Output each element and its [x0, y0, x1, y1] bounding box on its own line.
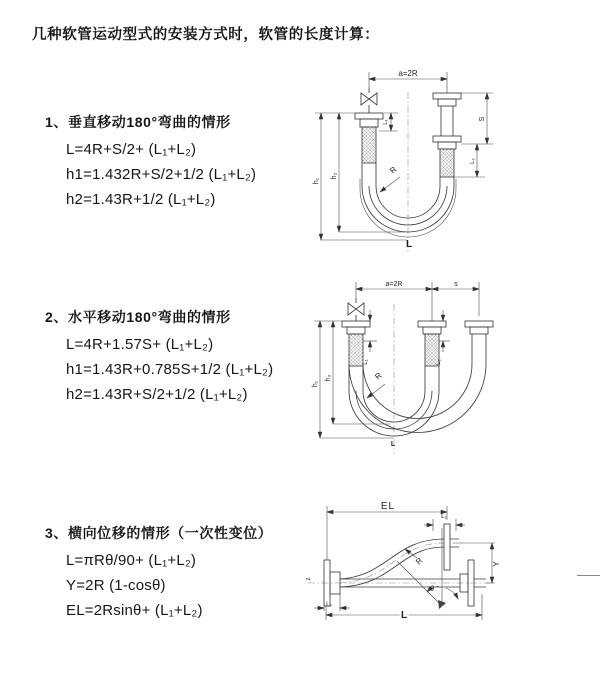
section-2 [45, 307, 273, 407]
dim-label-s: S [479, 116, 486, 122]
dim-label-r: R [414, 556, 425, 567]
height-dimensions [313, 113, 407, 240]
l1-dimension [363, 310, 377, 365]
l2-dimension [314, 594, 350, 611]
l1-dimension [424, 513, 465, 531]
l1-dimension [379, 113, 398, 131]
section-2-heading: 2、水平移动180°弯曲的情形 [45, 309, 231, 325]
section-1-heading: 1、垂直移动180°弯曲的情形 [45, 114, 231, 130]
left-pipe-fitting [342, 321, 370, 366]
formula-line: Y=2R (1-cosθ) [66, 577, 166, 594]
dim-label-h2: h₂ [325, 374, 332, 382]
section-1 [45, 112, 256, 212]
dim-label-a2r: a=2R [398, 69, 418, 78]
dim-label-l1: L₁ [363, 359, 369, 365]
formula-line: h1=1.432R+S/2+1/2 (L₁+L₂) [66, 166, 257, 183]
dim-label-l2: L₂ [436, 359, 442, 365]
u-bend-hoses [349, 346, 486, 436]
dim-label-a2r: a=2R [385, 281, 403, 288]
dim-label-l-total: L [390, 441, 396, 448]
dim-label-h1: h₁ [313, 177, 320, 185]
dim-label-r: R [373, 370, 384, 382]
dim-label-h1: h₁ [312, 380, 319, 388]
el-dimension [327, 501, 447, 560]
displaced-flange [444, 524, 450, 570]
formula-line: L=πRθ/90+ (L₁+L₂) [66, 552, 197, 569]
dim-label-l-total: L [400, 610, 408, 621]
formula-line: h2=1.43R+1/2 (L₁+L₂) [66, 191, 216, 208]
top-dimensions [356, 281, 479, 316]
s-l2-dimensions [454, 93, 493, 177]
dim-label-l2: L₂ [326, 602, 332, 608]
dim-label-h2: h₂ [331, 172, 338, 180]
axis-mark-z: z [306, 577, 312, 581]
valve-icon [348, 298, 364, 321]
s-curved-hose [340, 524, 459, 587]
right-pipe-fitting [433, 90, 461, 186]
formula-line: L=4R+1.57S+ (L₁+L₂) [66, 336, 214, 353]
formula-line: h2=1.43R+S/2+1/2 (L₁+L₂) [66, 386, 248, 403]
dim-label-theta: θ [430, 586, 434, 593]
right-pipe-fitting [465, 321, 493, 346]
left-pipe-fitting [355, 113, 383, 186]
braided-hose-section [349, 334, 363, 366]
radius-callout [380, 165, 400, 192]
section-3-heading: 3、横向位移的情形（一次性变位） [45, 525, 273, 541]
scan-artifact-line [577, 575, 600, 576]
dim-label-y: Y [492, 561, 501, 567]
formula-line: EL=2Rsinθ+ (L₁+L₂) [66, 602, 203, 619]
page-title: 几种软管运动型式的安装方式时，软管的长度计算： [32, 27, 380, 43]
dim-label-l-total: L [405, 239, 413, 250]
dim-label-l2: L₂ [470, 158, 476, 164]
braided-hose-section [362, 127, 376, 163]
dim-label-l1: L₁ [441, 513, 447, 520]
dim-label-s: s [454, 281, 458, 288]
formula-line: L=4R+S/2+ (L₁+L₂) [66, 141, 197, 158]
diagram-vertical-180-bend [307, 66, 592, 264]
braided-hose-section [440, 149, 454, 177]
diagram-horizontal-180-bend [306, 276, 586, 471]
top-dimension-a2r [369, 69, 447, 90]
dim-label-l1: L₁ [383, 119, 389, 125]
dim-label-el: EL [380, 501, 396, 512]
displaced-hose-position [349, 364, 486, 433]
diagram-lateral-displacement [296, 498, 600, 656]
displaced-hose-position [363, 364, 472, 419]
valve-icon [361, 88, 377, 113]
section-3 [45, 523, 272, 623]
l-dimension [326, 594, 482, 621]
formula-line: h1=1.43R+0.785S+1/2 (L₁+L₂) [66, 361, 274, 378]
dim-label-r: R [388, 164, 399, 176]
radius-callout [367, 371, 385, 398]
